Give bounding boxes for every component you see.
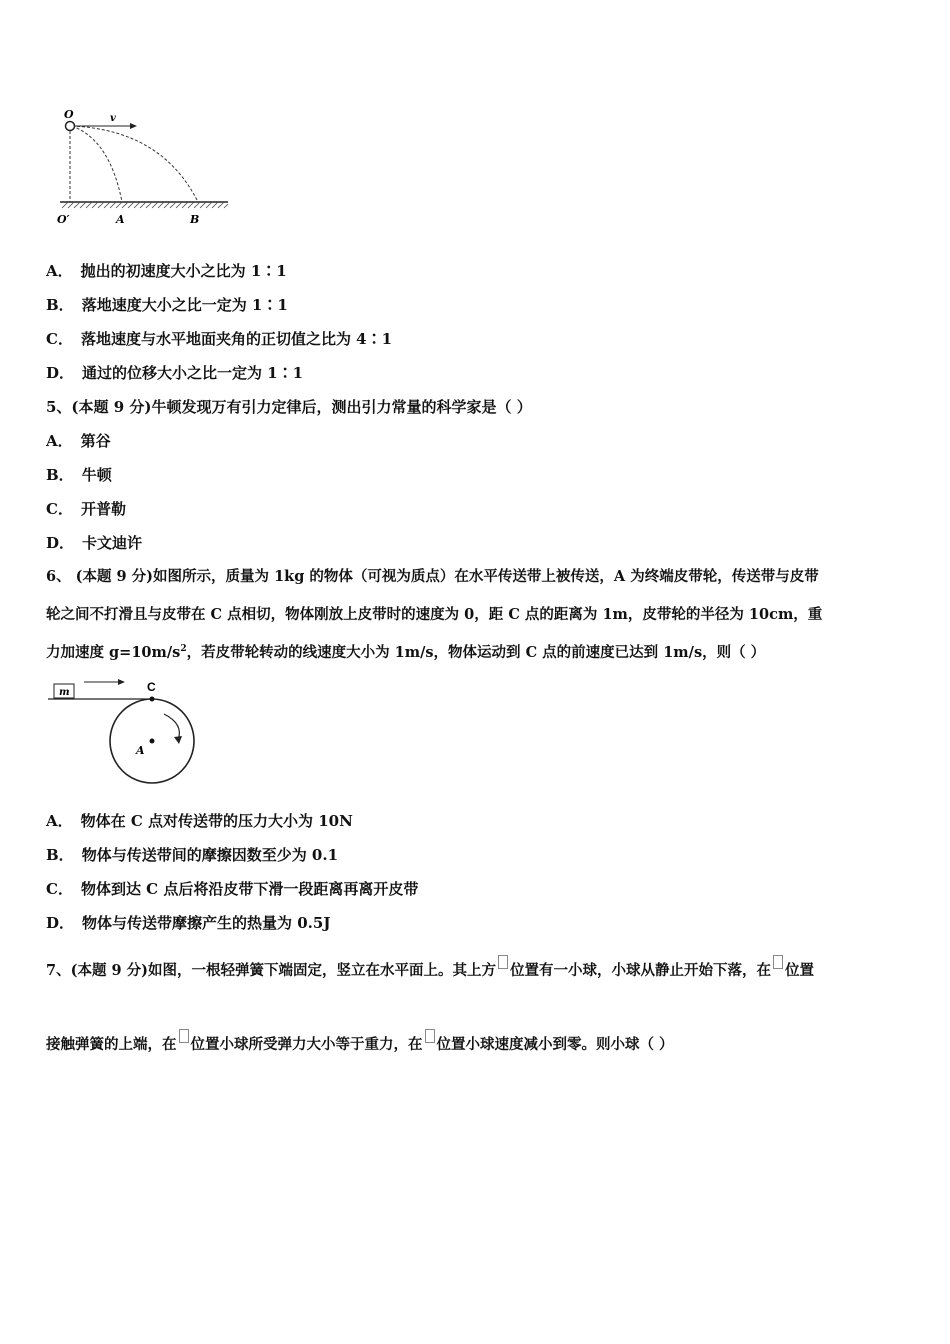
point-c xyxy=(150,697,155,702)
option-text: 物体与传送带摩擦产生的热量为 0.5J xyxy=(82,914,331,932)
stem-text: 7、(本题 9 分)如图，一根轻弹簧下端固定，竖立在水平面上。其上方 xyxy=(46,962,496,979)
option-letter: A． xyxy=(46,432,73,450)
stem-text: ，若皮带轮转动的线速度大小为 1m/s，物体运动到 C 点的前速度已达到 1m/s，则（ ） xyxy=(186,644,766,661)
q6-stem-line3 xyxy=(46,643,906,663)
option-text: 牛顿 xyxy=(81,466,112,484)
option-text: 落地速度大小之比一定为 1∶1 xyxy=(81,296,288,314)
label-a: A xyxy=(136,744,145,757)
missing-glyph-icon xyxy=(425,1029,435,1043)
option-letter: A． xyxy=(46,812,73,830)
option-letter: C． xyxy=(46,330,73,348)
q7-stem-line2 xyxy=(46,1035,906,1055)
option-letter: B． xyxy=(46,466,74,484)
label-a: A xyxy=(116,213,125,226)
stem-text: 接触弹簧的上端，在 xyxy=(46,1036,177,1053)
stem-text: 位置有一小球，小球从静止开始下落，在 xyxy=(510,962,771,979)
option-letter: A． xyxy=(46,262,73,280)
label-o: O xyxy=(64,108,74,121)
q4-option-d xyxy=(46,363,906,383)
option-letter: D． xyxy=(46,364,75,382)
q4-option-b xyxy=(46,295,906,315)
point-a xyxy=(150,739,155,744)
label-v: v xyxy=(110,113,116,124)
option-text: 抛出的初速度大小之比为 1∶1 xyxy=(80,262,287,280)
option-text: 通过的位移大小之比一定为 1∶1 xyxy=(82,364,304,382)
option-letter: B． xyxy=(46,846,74,864)
q4-option-a xyxy=(46,261,906,281)
option-text: 物体与传送带间的摩擦因数至少为 0.1 xyxy=(81,846,339,864)
label-o-prime: O′ xyxy=(57,213,70,226)
q5-option-d xyxy=(46,533,906,553)
q6-option-b xyxy=(46,845,906,865)
option-letter: C． xyxy=(46,500,73,518)
missing-glyph-icon xyxy=(773,955,783,969)
option-letter: D． xyxy=(46,534,75,552)
stem-text: 位置小球所受弹力大小等于重力，在 xyxy=(190,1036,423,1053)
superscript: 2 xyxy=(180,644,187,655)
velocity-arrowhead xyxy=(130,123,137,129)
missing-glyph-icon xyxy=(498,955,508,969)
label-c: C xyxy=(147,680,156,694)
q6-option-d xyxy=(46,913,906,933)
rotation-arrowhead xyxy=(174,736,182,744)
option-text: 物体在 C 点对传送带的压力大小为 10N xyxy=(80,812,353,830)
option-text: 物体到达 C 点后将沿皮带下滑一段距离再离开皮带 xyxy=(80,880,419,898)
q5-option-b xyxy=(46,465,906,485)
option-letter: B． xyxy=(46,296,74,314)
label-b: B xyxy=(190,213,200,226)
option-letter: C． xyxy=(46,880,73,898)
option-letter: D． xyxy=(46,914,75,932)
stem-text: 位置 xyxy=(785,962,814,979)
q6-stem-line1: 6、 (本题 9 分)如图所示，质量为 1kg 的物体（可视为质点）在水平传送带上被传送，A 为终端皮带轮，传送带与皮带 xyxy=(46,568,819,585)
option-text: 卡文迪许 xyxy=(82,534,143,552)
stem-text: 力加速度 g=10m/s xyxy=(46,644,181,661)
option-text: 第谷 xyxy=(80,432,111,450)
q5-option-a xyxy=(46,431,906,451)
ball xyxy=(66,122,75,131)
conveyor-figure xyxy=(46,674,206,790)
rotation-arrow xyxy=(164,714,179,740)
q5-stem: 5、(本题 9 分)牛顿发现万有引力定律后，测出引力常量的科学家是（ ） xyxy=(46,398,532,416)
missing-glyph-icon xyxy=(179,1029,189,1043)
trajectory-a xyxy=(72,126,122,202)
q6-option-c xyxy=(46,879,906,899)
option-text: 落地速度与水平地面夹角的正切值之比为 4∶1 xyxy=(80,330,393,348)
q4-option-c xyxy=(46,329,906,349)
stem-text: 位置小球速度减小到零。则小球（ ） xyxy=(436,1036,674,1053)
q5-option-c xyxy=(46,499,906,519)
q7-stem-line1 xyxy=(46,961,906,981)
option-text: 开普勒 xyxy=(80,500,126,518)
label-m: m xyxy=(59,687,70,698)
q6-option-a xyxy=(46,811,906,831)
ground-hatching xyxy=(62,202,228,208)
projectile-figure xyxy=(52,106,236,230)
q6-stem-line2: 轮之间不打滑且与皮带在 C 点相切，物体刚放上皮带时的速度为 0，距 C 点的距离为 1m，皮带轮的半径为 10cm，重 xyxy=(46,606,823,623)
motion-arrowhead xyxy=(118,679,125,685)
